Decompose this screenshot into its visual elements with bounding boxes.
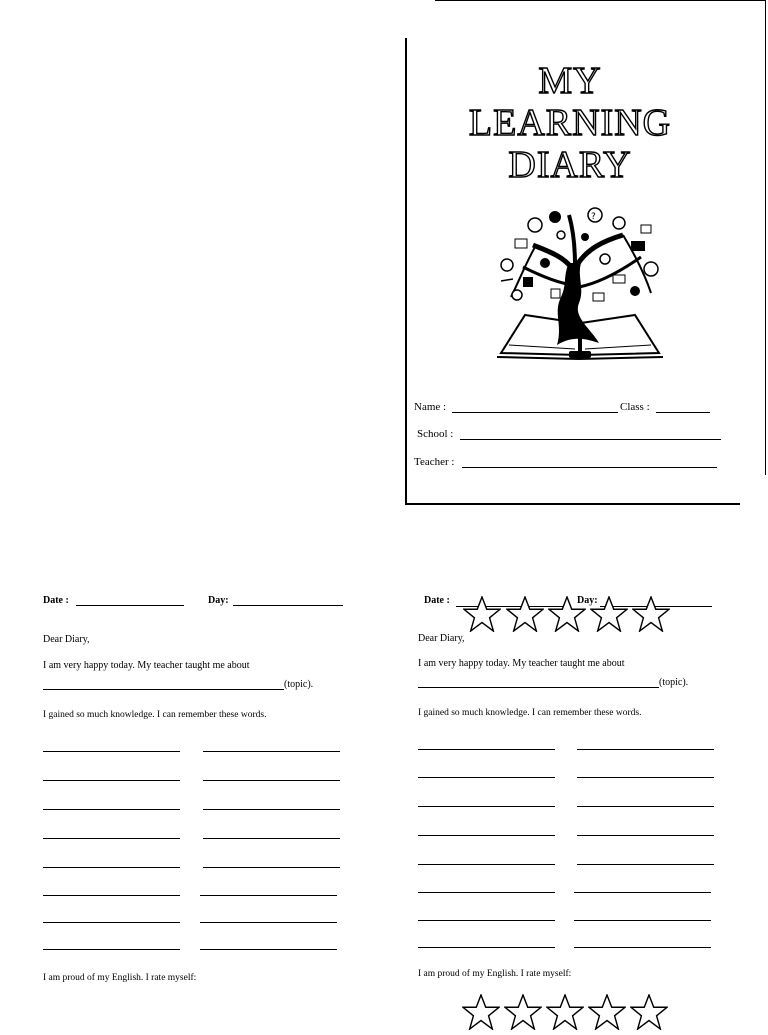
name-label: Name : (414, 401, 447, 413)
right-word-field[interactable] (574, 947, 711, 948)
cover-title-line-1: MY (538, 60, 602, 102)
right-word-field[interactable] (577, 806, 714, 807)
left-word-field[interactable] (43, 895, 180, 896)
star-outline-icon[interactable] (506, 596, 544, 632)
star-outline-icon[interactable] (588, 994, 626, 1030)
left-word-field[interactable] (203, 867, 340, 868)
right-word-field[interactable] (418, 864, 555, 865)
left-word-field[interactable] (200, 922, 337, 923)
right-word-field[interactable] (418, 947, 555, 948)
cover-right-border (765, 0, 766, 475)
class-field[interactable] (656, 412, 710, 413)
left-word-field[interactable] (203, 751, 340, 752)
right-topic-field[interactable] (418, 687, 659, 688)
right-word-field[interactable] (418, 806, 555, 807)
right-word-field[interactable] (574, 892, 711, 893)
class-label: Class : (620, 401, 650, 413)
left-word-field[interactable] (43, 780, 180, 781)
star-outline-icon[interactable] (546, 994, 584, 1030)
school-field[interactable] (460, 439, 721, 440)
left-word-field[interactable] (43, 922, 180, 923)
cover-top-border (435, 0, 765, 1)
left-word-field[interactable] (43, 949, 180, 950)
right-word-field[interactable] (418, 777, 555, 778)
right-word-field[interactable] (418, 892, 555, 893)
right-word-field[interactable] (418, 920, 555, 921)
right-word-field[interactable] (574, 920, 711, 921)
right-knowledge-line: I gained so much knowledge. I can remember these words. (418, 708, 642, 718)
right-word-field[interactable] (418, 749, 555, 750)
right-day-label: Day: (577, 595, 598, 606)
star-outline-icon[interactable] (462, 994, 500, 1030)
left-topic-field[interactable] (43, 689, 284, 690)
right-topic-suffix: (topic). (659, 677, 689, 688)
right-date-label: Date : (424, 595, 450, 606)
school-label: School : (417, 428, 454, 440)
right-word-field[interactable] (577, 864, 714, 865)
left-day-field[interactable] (233, 605, 343, 606)
right-word-field[interactable] (418, 835, 555, 836)
left-word-field[interactable] (203, 838, 340, 839)
star-outline-icon[interactable] (463, 596, 501, 632)
right-proud-line: I am proud of my English. I rate myself: (418, 969, 572, 979)
star-outline-icon[interactable] (630, 994, 668, 1030)
left-day-label: Day: (208, 595, 229, 606)
left-word-field[interactable] (200, 949, 337, 950)
left-word-field[interactable] (43, 809, 180, 810)
right-word-field[interactable] (577, 749, 714, 750)
star-outline-icon[interactable] (632, 596, 670, 632)
right-taught-line: I am very happy today. My teacher taught me about (418, 658, 625, 669)
cover-left-border (405, 38, 407, 504)
right-word-field[interactable] (577, 835, 714, 836)
left-knowledge-line: I gained so much knowledge. I can remember these words. (43, 710, 267, 720)
left-word-field[interactable] (200, 895, 337, 896)
name-field[interactable] (452, 412, 618, 413)
left-word-field[interactable] (43, 751, 180, 752)
star-outline-icon[interactable] (590, 596, 628, 632)
tree-book-illustration (495, 205, 665, 365)
teacher-label: Teacher : (414, 456, 455, 468)
teacher-field[interactable] (462, 467, 717, 468)
left-word-field[interactable] (203, 780, 340, 781)
cover-title-line-3: DIARY (508, 144, 632, 186)
left-greeting: Dear Diary, (43, 634, 90, 645)
star-outline-icon[interactable] (548, 596, 586, 632)
left-date-field[interactable] (76, 605, 184, 606)
left-topic-suffix: (topic). (284, 679, 314, 690)
svg-text:?: ? (591, 212, 596, 222)
left-proud-line: I am proud of my English. I rate myself: (43, 973, 197, 983)
left-taught-line: I am very happy today. My teacher taught me about (43, 660, 250, 671)
right-greeting: Dear Diary, (418, 633, 465, 644)
cover-title-line-2: LEARNING (468, 102, 672, 144)
star-outline-icon[interactable] (504, 994, 542, 1030)
left-date-label: Date : (43, 595, 69, 606)
left-word-field[interactable] (203, 809, 340, 810)
cover-bottom-border (405, 503, 740, 505)
right-word-field[interactable] (577, 777, 714, 778)
left-word-field[interactable] (43, 838, 180, 839)
left-word-field[interactable] (43, 867, 180, 868)
